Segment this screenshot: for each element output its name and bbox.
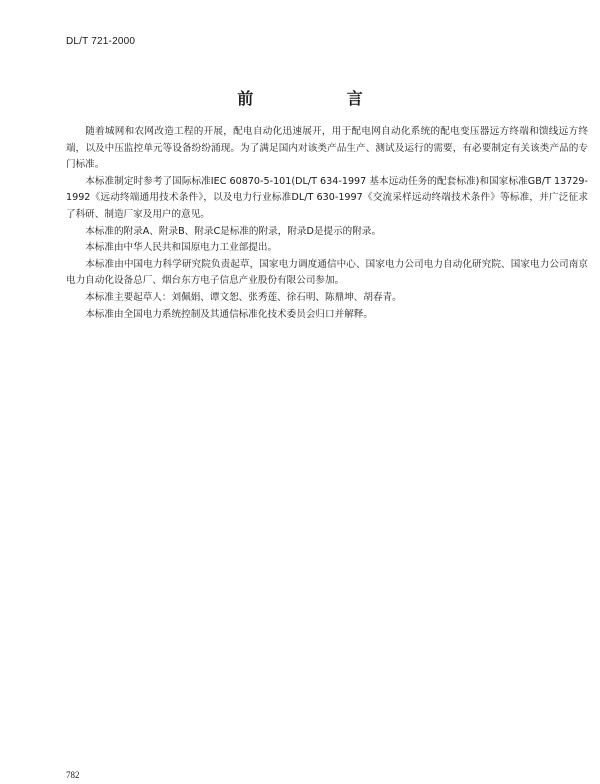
paragraph-proposer: 本标准由中华人民共和国原电力工业部提出。 xyxy=(85,242,278,254)
paragraph-references: 本标准制定时参考了国际标准IEC 60870-5-101(DL/T 634-1997 基本远动任务的配套标准)和国家标准GB/T 13729-1992《远动终端通用技术条件》，以及电力行业标准DL/T 630-1997《交流采样远动终端技术条件》等标准，并广泛征求了科研、制造厂家及用户的意见。 xyxy=(66,175,588,220)
paragraph-interpretation: 本标准由全国电力系统控制及其通信标准化技术委员会归口并解释。 xyxy=(85,308,373,320)
foreword-body xyxy=(66,124,588,323)
paragraph-appendices: 本标准的附录A、附录B、附录C是标准的附录，附录D是提示的附录。 xyxy=(85,225,382,237)
paragraph-drafting-organizations: 本标准由中国电力科学研究院负责起草，国家电力调度通信中心、国家电力公司电力自动化研究院、国家电力公司南京电力自动化设备总厂、烟台东方电子信息产业股份有限公司参加。 xyxy=(66,258,588,287)
paragraph-drafters: 本标准主要起草人：刘佩娟、谭文恕、张秀莲、徐石明、陈鼎坤、胡春青。 xyxy=(85,291,402,303)
document-code-header: DL/T 721-2000 xyxy=(66,36,136,47)
paragraph-background: 随着城网和农网改造工程的开展，配电自动化迅速展开，用于配电网自动化系统的配电变压器远方终端和馈线远方终端，以及中压监控单元等设备纷纷涌现。为了满足国内对该类产品生产、测试及运行的需要，有必要制定有关该类产品的专门标准。 xyxy=(66,126,588,171)
page-title: 前 言 xyxy=(237,89,407,108)
page-number: 782 xyxy=(66,770,80,780)
